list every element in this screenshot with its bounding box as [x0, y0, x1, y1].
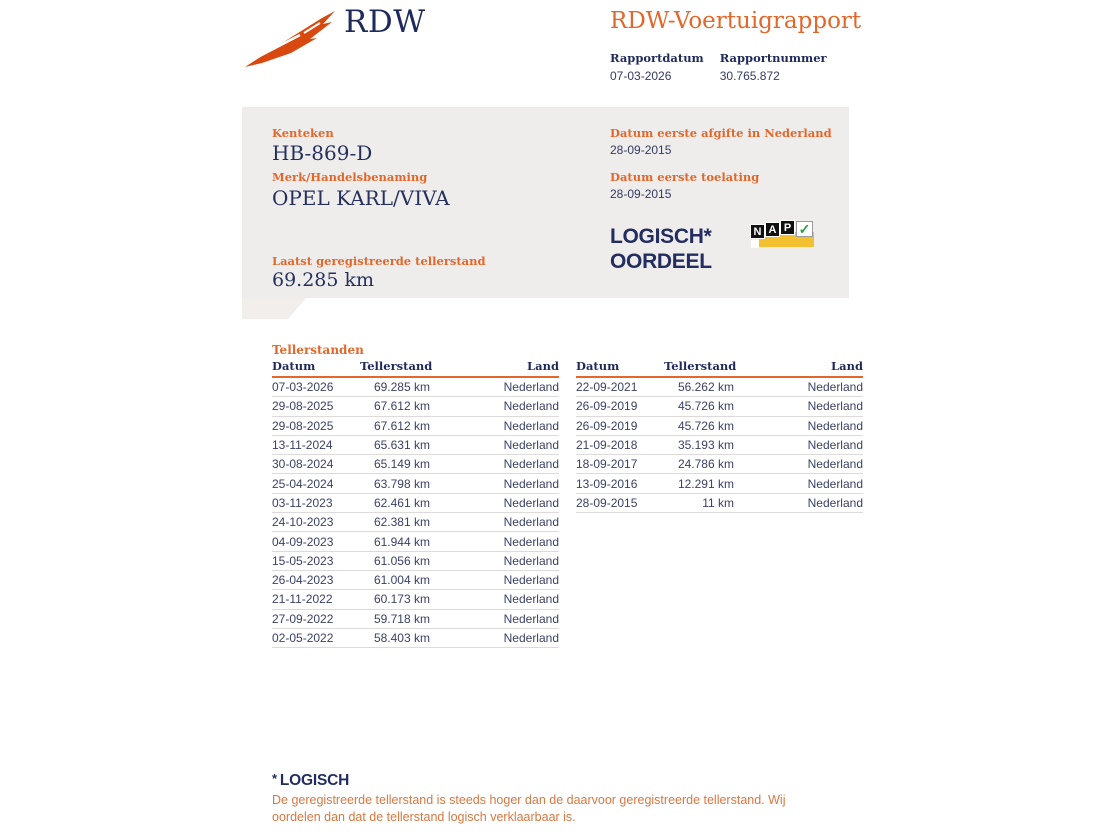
table-row — [576, 494, 863, 513]
cell-land: Nederland — [503, 592, 559, 607]
merk-label: Merk/Handelsbenaming — [272, 170, 428, 184]
oordeel-verdict — [610, 224, 712, 274]
table-row — [576, 397, 863, 416]
toelating-value: 28-09-2015 — [610, 187, 672, 201]
table-row — [272, 417, 559, 436]
table-body — [576, 378, 863, 513]
table-row — [272, 436, 559, 455]
nap-letter-n: N — [750, 224, 765, 239]
table-row — [272, 571, 559, 590]
cell-tellerstand: 60.173 km — [373, 592, 430, 607]
cell-land: Nederland — [807, 476, 863, 491]
cell-tellerstand: 56.262 km — [677, 380, 734, 395]
table-row — [272, 397, 559, 416]
tellerstanden-table-left — [272, 359, 559, 648]
col-header-datum: Datum — [576, 359, 620, 373]
cell-datum: 22-09-2021 — [576, 380, 638, 395]
col-header-datum: Datum — [272, 359, 316, 373]
cell-datum: 21-09-2018 — [576, 438, 638, 453]
kenteken-label: Kenteken — [272, 126, 334, 140]
table-row — [272, 610, 559, 629]
cell-land: Nederland — [503, 399, 559, 414]
cell-datum: 29-08-2025 — [272, 399, 334, 414]
toelating-label: Datum eerste toelating — [610, 170, 760, 184]
report-date-field — [610, 51, 704, 83]
table-row — [576, 474, 863, 493]
cell-tellerstand: 61.056 km — [373, 553, 430, 568]
cell-datum: 04-09-2023 — [272, 534, 334, 549]
cell-datum: 28-09-2015 — [576, 495, 638, 510]
oordeel-line2: OORDEEL — [610, 250, 712, 273]
report-number-field — [720, 51, 827, 83]
col-header-land: Land — [527, 359, 559, 373]
report-number-value: 30.765.872 — [719, 69, 780, 83]
cell-datum: 21-11-2022 — [272, 592, 333, 607]
cell-datum: 26-04-2023 — [272, 573, 334, 588]
vehicle-summary-panel — [242, 107, 849, 298]
cell-tellerstand: 35.193 km — [677, 438, 734, 453]
cell-datum: 25-04-2024 — [272, 476, 334, 491]
tellerstand-value: 69.285 km — [272, 269, 375, 291]
col-header-tellerstand: Tellerstand — [360, 359, 433, 373]
cell-datum: 18-09-2017 — [576, 457, 638, 472]
footnote-text: De geregistreerde tellerstand is steeds hoger dan de daarvoor geregistreerde tellerstand. Wij oordelen dan dat de tellerstand logisch verklaarbaar is. — [272, 793, 786, 824]
cell-land: Nederland — [807, 457, 863, 472]
cell-tellerstand: 61.004 km — [373, 573, 430, 588]
cell-tellerstand: 11 km — [702, 495, 734, 510]
table-row — [272, 513, 559, 532]
cell-tellerstand: 24.786 km — [677, 457, 734, 472]
rdw-logo-icon — [244, 10, 336, 68]
tellerstanden-tables — [272, 359, 863, 648]
cell-tellerstand: 12.291 km — [677, 476, 734, 491]
cell-tellerstand: 62.381 km — [373, 515, 430, 530]
cell-datum: 30-08-2024 — [272, 457, 334, 472]
cell-land: Nederland — [503, 495, 559, 510]
oordeel-line1: LOGISCH* — [610, 225, 712, 248]
cell-datum: 03-11-2023 — [272, 495, 333, 510]
cell-datum: 07-03-2026 — [272, 380, 334, 395]
cell-land: Nederland — [503, 476, 559, 491]
cell-land: Nederland — [807, 380, 863, 395]
table-body — [272, 378, 559, 648]
nap-logo-corner — [751, 240, 759, 248]
footnote-title — [272, 771, 349, 790]
table-row — [272, 474, 559, 493]
cell-datum: 13-09-2016 — [576, 476, 638, 491]
report-date-label: Rapportdatum — [610, 51, 704, 65]
cell-land: Nederland — [503, 380, 559, 395]
cell-datum: 27-09-2022 — [272, 611, 334, 626]
table-row — [272, 494, 559, 513]
cell-tellerstand: 67.612 km — [373, 418, 430, 433]
cell-datum: 15-05-2023 — [272, 553, 334, 568]
cell-tellerstand: 65.149 km — [373, 457, 430, 472]
table-row — [272, 629, 559, 648]
kenteken-value: HB-869-D — [272, 141, 373, 165]
table-row — [272, 552, 559, 571]
nap-letter-p: P — [780, 220, 795, 235]
cell-tellerstand: 69.285 km — [373, 380, 430, 395]
footnote-title-text: LOGISCH — [279, 772, 350, 789]
cell-land: Nederland — [503, 515, 559, 530]
footnote-asterisk: * — [272, 771, 277, 786]
cell-tellerstand: 63.798 km — [373, 476, 430, 491]
cell-tellerstand: 59.718 km — [373, 611, 430, 626]
cell-land: Nederland — [807, 438, 863, 453]
table-header-row — [272, 359, 559, 378]
col-header-land: Land — [831, 359, 863, 373]
afgifte-label: Datum eerste afgifte in Nederland — [610, 126, 832, 140]
nap-checkmark-icon: ✓ — [796, 221, 813, 237]
cell-datum: 02-05-2022 — [272, 631, 334, 645]
nap-logo-icon — [750, 219, 818, 250]
cell-tellerstand: 61.944 km — [373, 534, 430, 549]
cell-tellerstand: 65.631 km — [373, 438, 430, 453]
table-row — [272, 378, 559, 397]
cell-land: Nederland — [503, 553, 559, 568]
tellerstanden-table-right — [576, 359, 863, 648]
cell-tellerstand: 58.403 km — [373, 631, 430, 645]
col-header-tellerstand: Tellerstand — [664, 359, 737, 373]
report-date-value: 07-03-2026 — [610, 69, 672, 83]
cell-tellerstand: 67.612 km — [373, 399, 430, 414]
table-row — [272, 455, 559, 474]
table-row — [576, 455, 863, 474]
cell-tellerstand: 45.726 km — [677, 399, 734, 414]
cell-land: Nederland — [503, 573, 559, 588]
cell-land: Nederland — [503, 438, 559, 453]
rdw-wordmark: RDW — [344, 4, 426, 40]
cell-land: Nederland — [503, 457, 559, 472]
cell-land: Nederland — [807, 399, 863, 414]
table-row — [272, 532, 559, 551]
cell-datum: 26-09-2019 — [576, 418, 638, 433]
cell-land: Nederland — [503, 611, 559, 626]
cell-datum: 24-10-2023 — [272, 515, 334, 530]
tellerstand-label: Laatst geregistreerde tellerstand — [272, 254, 486, 268]
cell-tellerstand: 62.461 km — [373, 495, 430, 510]
cell-land: Nederland — [503, 631, 559, 645]
table-row — [576, 436, 863, 455]
table-header-row — [576, 359, 863, 378]
cell-datum: 13-11-2024 — [272, 438, 333, 453]
cell-land: Nederland — [807, 495, 863, 510]
panel-corner-tab — [242, 298, 306, 319]
nap-letter-a: A — [765, 222, 780, 237]
tellerstanden-section-title: Tellerstanden — [272, 343, 364, 357]
report-number-label: Rapportnummer — [719, 51, 827, 65]
cell-land: Nederland — [807, 418, 863, 433]
table-row — [576, 378, 863, 397]
cell-land: Nederland — [503, 418, 559, 433]
cell-datum: 26-09-2019 — [576, 399, 638, 414]
cell-datum: 29-08-2025 — [272, 418, 334, 433]
report-meta — [610, 51, 827, 83]
cell-tellerstand: 45.726 km — [677, 418, 734, 433]
page-title: RDW-Voertuigrapport — [610, 8, 862, 34]
table-row — [272, 590, 559, 609]
afgifte-value: 28-09-2015 — [610, 143, 672, 157]
table-row — [576, 417, 863, 436]
cell-land: Nederland — [503, 534, 559, 549]
merk-value: OPEL KARL/VIVA — [272, 186, 450, 210]
